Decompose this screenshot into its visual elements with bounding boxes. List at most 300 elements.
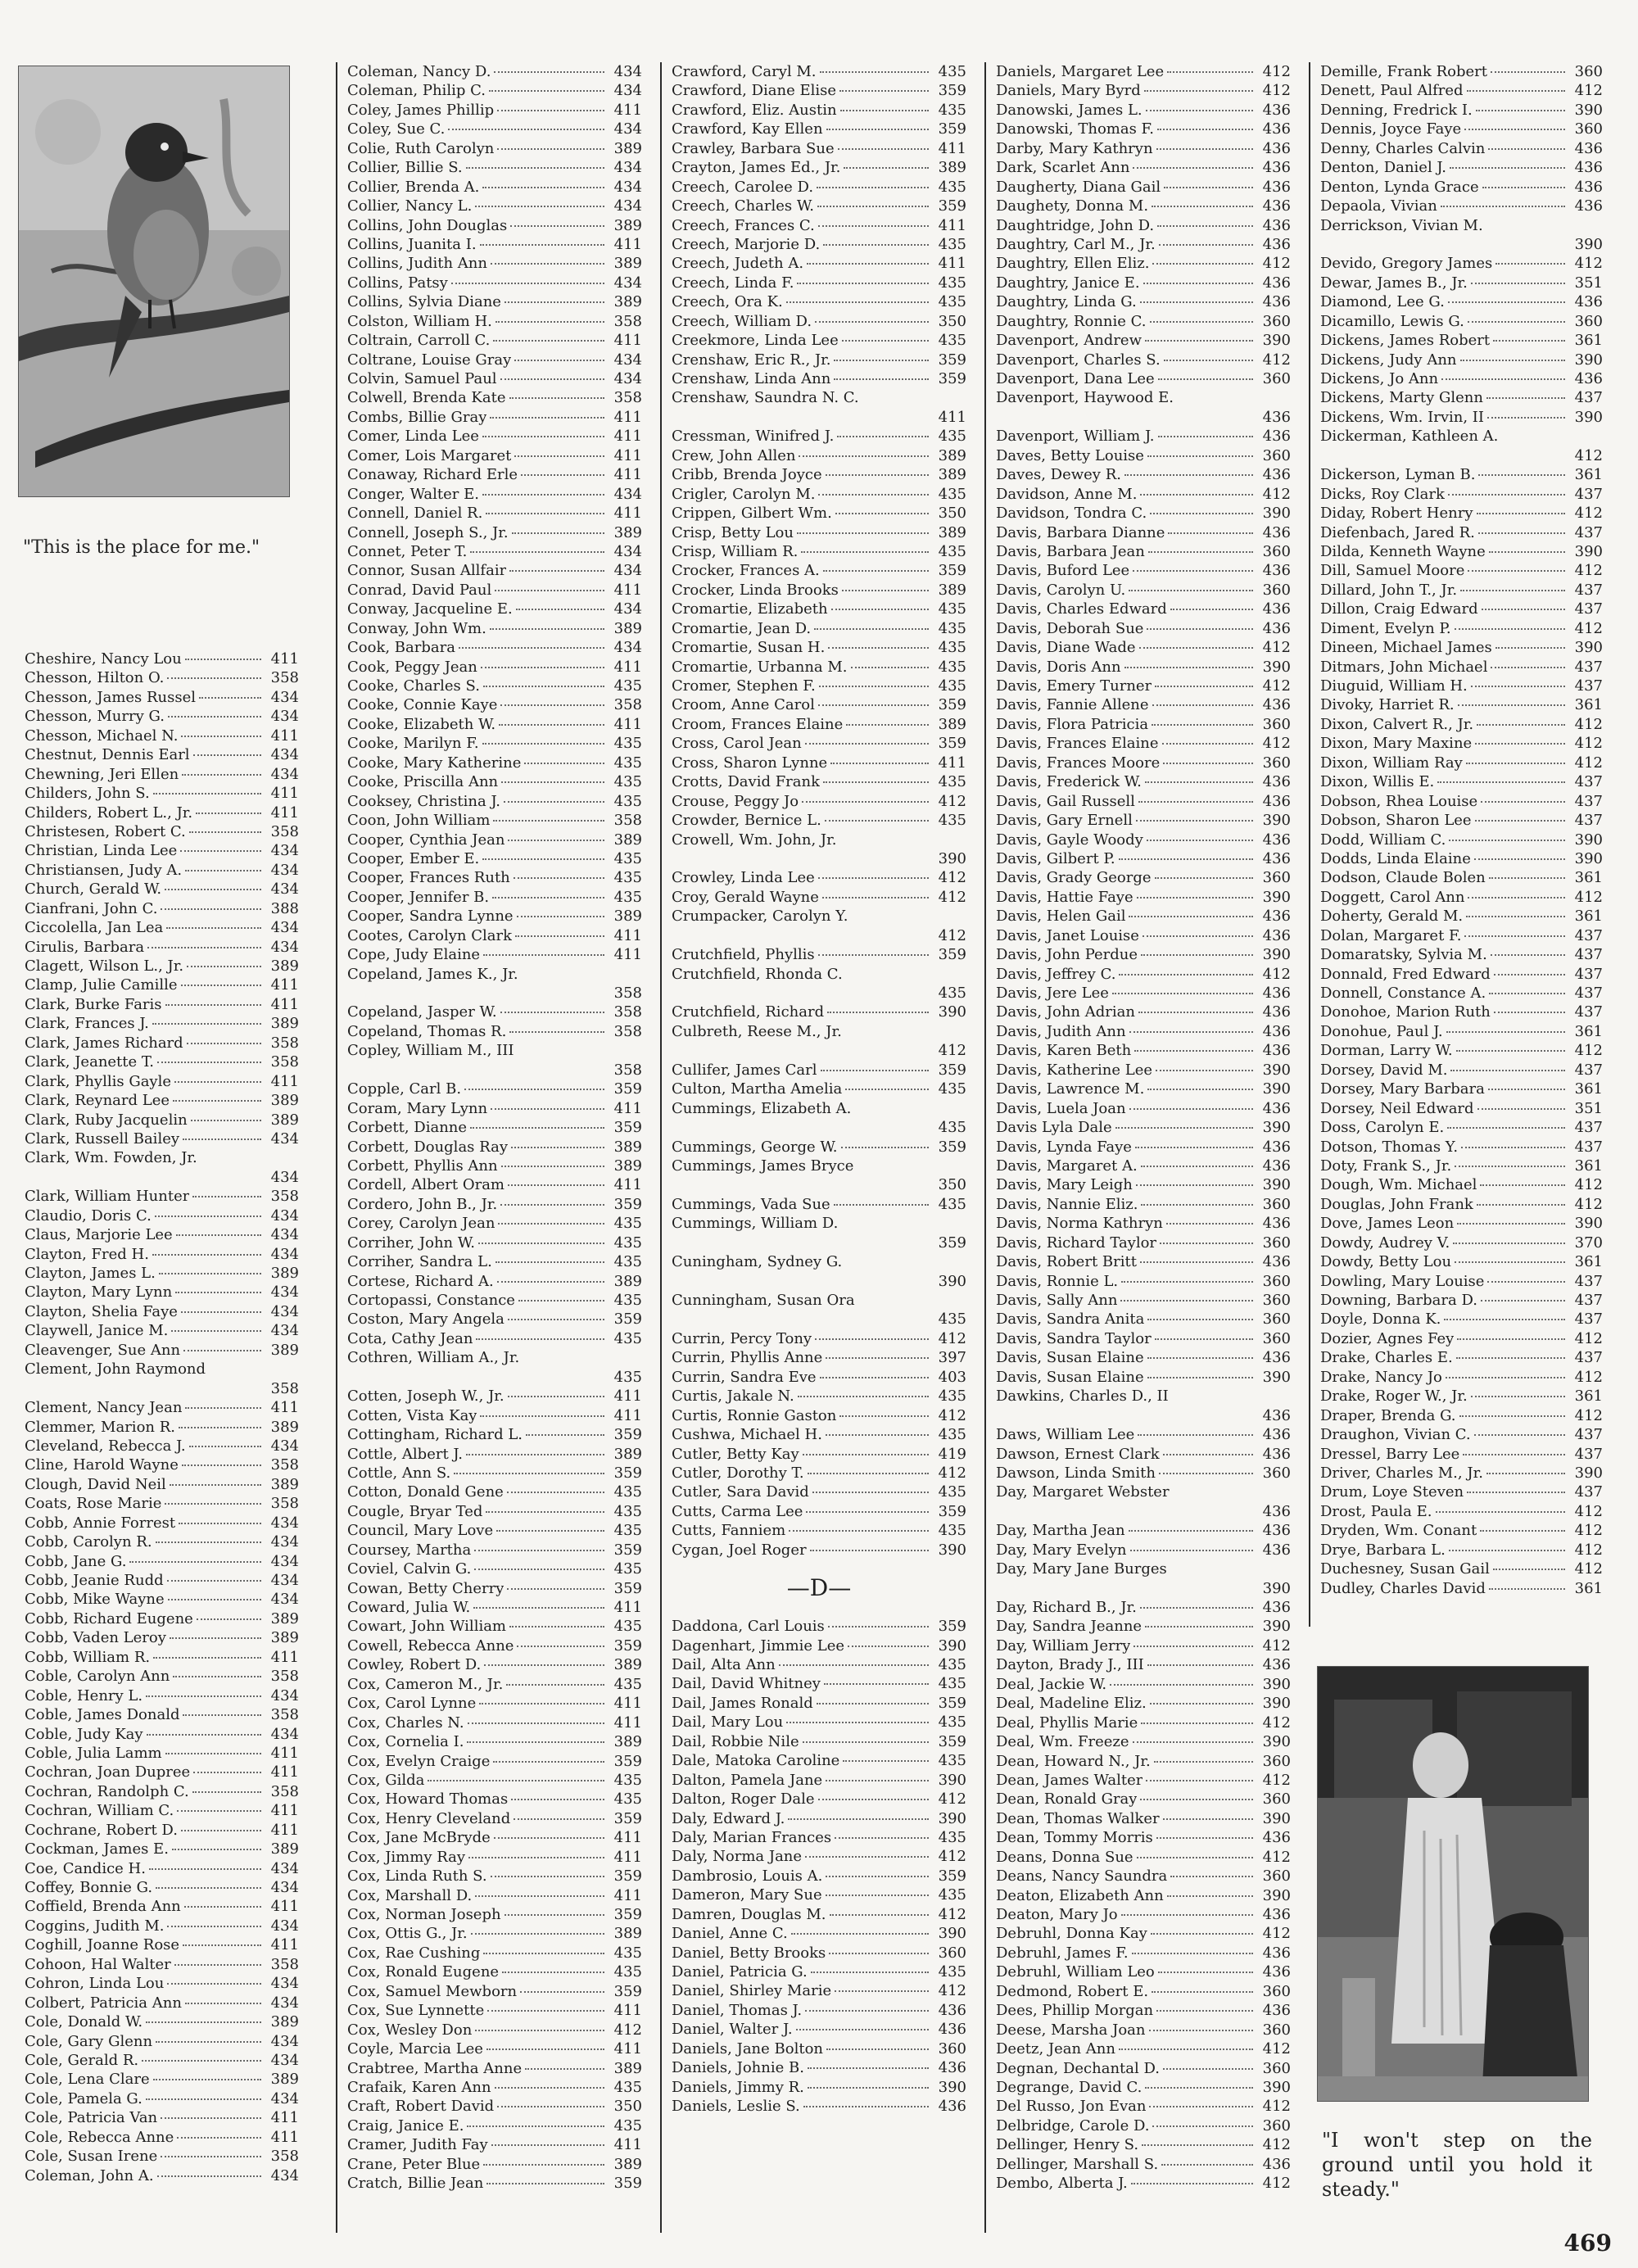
leader-dots [1157,225,1253,227]
index-entry [347,274,642,292]
leader-dots [174,1081,261,1083]
entry-page: 435 [938,1195,966,1213]
entry-name: Cockman, James E. [25,1840,169,1858]
entry-name: Drost, Paula E. [1320,1502,1432,1520]
entry-name: Dilda, Kenneth Wayne [1320,542,1486,560]
entry-page: 437 [1574,1483,1603,1501]
leader-dots [843,1760,929,1762]
entry-name: Cole, Rebecca Anne [25,2128,174,2146]
entry-name: Crutchfield, Richard [672,1003,825,1021]
leader-dots [1478,474,1565,476]
entry-page: 435 [613,1771,642,1789]
leader-dots [500,378,604,380]
entry-name: Duchesney, Susan Gail [1320,1560,1490,1578]
entry-page: 412 [1574,1406,1603,1424]
index-entry [672,715,966,734]
entry-page: 412 [938,1329,966,1347]
entry-page: 411 [270,804,299,822]
leader-dots [1119,858,1253,860]
entry-name: Coleman, Nancy D. [347,63,491,80]
entry-name: Cotton, Donald Gene [347,1483,504,1501]
entry-page: 435 [613,1215,642,1233]
entry-page: 359 [613,1080,642,1098]
index-entry [672,1541,966,1560]
index-entry [1320,446,1603,465]
entry-name: Deaton, Mary Jo [996,1906,1118,1923]
leader-dots [801,551,929,553]
entry-name: Dark, Scarlet Ann [996,159,1130,177]
entry-page: 359 [938,562,966,580]
index-entry [25,1994,299,2012]
entry-page: 412 [613,2021,642,2039]
leader-dots [814,628,929,630]
index-entry [25,1532,299,1551]
index-entry [996,715,1291,734]
entry-name: Dail, Mary Lou [672,1713,784,1732]
index-entry [1320,581,1603,600]
entry-page: 351 [1574,1099,1603,1117]
entry-page: 411 [613,1176,642,1194]
leader-dots [1121,1914,1253,1916]
entry-page: 359 [938,1694,966,1712]
entry-page: 389 [613,1656,642,1674]
leader-dots [147,1734,261,1736]
leader-dots [1155,877,1253,879]
entry-name: Cohoon, Hal Walter [25,1955,171,1973]
entry-name: Chewning, Jeri Ellen [25,765,179,783]
entry-page: 436 [1262,1906,1291,1923]
leader-dots [185,659,261,660]
entry-page: 412 [938,792,966,810]
index-entry [672,581,966,600]
entry-name: Davis, Barbara Jean [996,542,1145,560]
entry-name: Daly, Marian Frances [672,1828,832,1846]
entry-page: 436 [1262,1522,1291,1540]
entry-page: 390 [1262,332,1291,350]
leader-dots [152,1254,261,1256]
entry-page: 360 [1574,120,1603,138]
leader-dots [1453,1243,1565,1244]
entry-page: 437 [1574,1292,1603,1309]
leader-dots [1152,206,1253,207]
entry-name: Cummings, James Bryce [672,1157,854,1175]
index-entry [25,707,299,726]
index-entry [672,312,966,331]
index-entry [996,1848,1291,1867]
entry-name: Diment, Evelyn P. [1320,619,1451,637]
entry-name: Coffield, Brenda Ann [25,1898,181,1916]
leader-dots [1159,1473,1253,1474]
entry-page: 434 [613,159,642,177]
entry-page: 436 [1262,1541,1291,1559]
entry-name: Collier, Nancy L. [347,197,473,215]
entry-page: 360 [1262,370,1291,387]
index-entry [347,1252,642,1271]
entry-name: Connell, Daniel R. [347,505,483,523]
entry-name: Clark, Russell Bailey [25,1129,180,1148]
leader-dots [1478,532,1565,534]
entry-page: 435 [613,1963,642,1981]
index-entry [1320,1003,1603,1021]
entry-page: 411 [270,1072,299,1090]
entry-page: 389 [613,908,642,926]
entry-name: Davis, Emery Turner [996,677,1152,695]
entry-name: Cook, Barbara [347,639,455,657]
leader-dots [1495,263,1565,265]
index-entry [996,888,1291,907]
leader-dots [185,870,261,871]
entry-page: 434 [270,1129,299,1148]
entry-name: Childers, Robert L., Jr. [25,804,193,822]
leader-dots [495,2087,604,2089]
entry-name: Connell, Joseph S., Jr. [347,523,509,541]
entry-page: 359 [613,1752,642,1770]
entry-page: 434 [270,1226,299,1244]
entry-name: Day, William Jerry [996,1636,1131,1655]
entry-page: 434 [270,1437,299,1455]
entry-page: 435 [938,293,966,311]
index-entry [25,1821,299,1840]
entry-page: 437 [1574,523,1603,541]
entry-name: Cochran, Randolph C. [25,1782,189,1800]
index-entry [672,2078,966,2097]
index-entry [996,1617,1291,1636]
index-entry [347,427,642,446]
index-entry [672,619,966,638]
entry-page: 390 [938,2078,966,2096]
leader-dots [818,954,929,956]
index-entry [996,965,1291,984]
leader-dots [505,301,604,303]
index-entry [25,1935,299,1954]
entry-page: 411 [613,1388,642,1406]
entry-name: Cribb, Brenda Joyce [672,466,822,484]
index-entry [1320,1118,1603,1137]
entry-page: 389 [270,2071,299,2089]
entry-name: Dickens, Jo Ann [1320,370,1439,387]
leader-dots [823,781,929,783]
entry-page: 436 [1262,1099,1291,1117]
entry-name: Cooke, Mary Katherine [347,754,522,772]
entry-name: Cratch, Billie Jean [347,2175,484,2193]
index-entry [347,1809,642,1828]
entry-page: 436 [1262,792,1291,810]
leader-dots [1115,1127,1253,1129]
index-entry [347,446,642,465]
index-entry [347,523,642,542]
index-entry [25,1648,299,1667]
index-entry [25,841,299,860]
entry-page: 436 [1262,1944,1291,1962]
index-entry [996,465,1291,484]
entry-page: 435 [613,888,642,906]
index-entry [672,1387,966,1406]
index-entry [1320,504,1603,523]
index-entry [25,1667,299,1686]
index-entry [672,868,966,887]
entry-page: 359 [613,1636,642,1655]
leader-dots [803,2106,929,2107]
leader-dots [1463,1454,1565,1455]
entry-name: Dickens, James Robert [1320,332,1491,350]
entry-page: 435 [613,1675,642,1693]
entry-name: Davis, Helen Gail [996,908,1126,926]
entry-page: 435 [613,1234,642,1252]
leader-dots [1124,667,1253,668]
entry-page: 359 [938,735,966,753]
leader-dots [779,1664,929,1666]
index-entry [25,1379,299,1398]
leader-dots [1455,628,1565,630]
entry-page: 389 [938,715,966,733]
entry-page: 360 [938,1944,966,1962]
entry-name: Dillon, Craig Edward [1320,600,1478,618]
entry-page: 435 [938,985,966,1002]
leader-dots [500,1012,604,1013]
leader-dots [1446,1377,1565,1378]
leader-dots [818,494,929,496]
entry-name: Damren, Douglas M. [672,1905,826,1923]
entry-page: 389 [613,1733,642,1751]
leader-dots [1167,71,1253,73]
entry-page: 434 [270,688,299,706]
leader-dots [839,1415,929,1417]
entry-name: Cross, Sharon Lynne [672,754,828,772]
index-entry [996,1425,1291,1444]
entry-name: Clement, Nancy Jean [25,1399,183,1417]
index-entry [25,880,299,899]
entry-page: 411 [938,255,966,273]
index-entry [347,1272,642,1291]
leader-dots [1145,2087,1253,2089]
index-entry [347,1022,642,1041]
entry-name: Chesson, James Russel [25,688,197,706]
index-entry [1320,427,1603,446]
leader-dots [840,110,929,111]
entry-name: Clark, Ruby Jacquelin [25,1111,188,1129]
entry-name: Cox, Jimmy Ray [347,1848,466,1866]
leader-dots [817,206,929,207]
entry-page: 359 [938,1867,966,1885]
entry-name: Daves, Betty Louise [996,446,1144,464]
entry-page: 436 [1262,197,1291,215]
entry-name: Dill, Samuel Moore [1320,562,1465,580]
entry-name: Cottingham, Richard L. [347,1426,523,1444]
entry-page: 389 [613,523,642,541]
index-entry [996,274,1291,292]
entry-page: 434 [270,1686,299,1704]
entry-page: 437 [1574,677,1603,695]
entry-page: 360 [1262,1311,1291,1329]
leader-dots [826,474,929,476]
entry-name: Ditmars, John Michael [1320,658,1488,676]
leader-dots [1495,647,1565,649]
entry-page: 411 [613,1713,642,1732]
entry-page: 435 [613,849,642,867]
leader-dots [497,2106,604,2107]
entry-name: Davis, Katherine Lee [996,1061,1153,1079]
entry-page: 359 [613,1809,642,1827]
leader-dots [808,2087,929,2089]
index-entry [25,1840,299,1858]
index-entry [996,1502,1291,1521]
entry-name: Crenshaw, Linda Ann [672,370,831,387]
entry-page: 434 [613,542,642,560]
entry-name: Dillard, John T., Jr. [1320,581,1458,599]
index-entry [1320,1061,1603,1080]
entry-name: Clamp, Julie Camille [25,976,178,994]
entry-name: Daniel, Thomas J. [672,2001,803,2019]
entry-name: Debruhl, William Leo [996,1963,1155,1981]
entry-page: 358 [270,1495,299,1513]
entry-name: Cowley, Robert D. [347,1656,482,1674]
entry-page: 436 [1262,1599,1291,1616]
entry-page: 436 [1262,1003,1291,1021]
leader-dots [161,2156,261,2157]
index-entry [672,1175,966,1194]
entry-page: 389 [270,1092,299,1110]
entry-name: Crisp, Betty Lou [672,523,794,541]
leader-dots [1161,2164,1253,2166]
entry-page: 412 [1574,1522,1603,1540]
entry-name: Day, Mary Evelyn [996,1541,1127,1559]
index-entry [25,1091,299,1110]
leader-dots [507,1492,604,1493]
entry-page: 358 [613,1003,642,1021]
entry-name: Conrad, David Paul [347,581,492,599]
entry-name: Crane, Peter Blue [347,2155,481,2173]
leader-dots [1149,2030,1254,2031]
index-entry [347,1099,642,1118]
index-entry [672,1521,966,1540]
index-entry [347,485,642,504]
entry-name: Coe, Candice H. [25,1859,146,1877]
index-entry [672,388,966,407]
entry-page: 389 [613,619,642,637]
entry-name: Deetz, Jean Ann [996,2040,1115,2058]
entry-page: 435 [938,1388,966,1406]
entry-name: Dove, James Leon [1320,1215,1455,1233]
leader-dots [826,129,929,130]
entry-name: Daddona, Carl Louis [672,1618,825,1636]
index-entry [25,1974,299,1993]
entry-page: 388 [270,899,299,917]
entry-name: Cortese, Richard A. [347,1272,494,1290]
leader-dots [1487,1281,1565,1283]
entry-page: 435 [938,542,966,560]
index-entry [672,1368,966,1387]
entry-page: 436 [1262,1445,1291,1463]
leader-dots [834,1204,929,1206]
entry-page: 435 [613,1483,642,1501]
entry-name: Cox, Charles N. [347,1713,464,1732]
leader-dots [1489,1588,1565,1590]
index-entry [996,1675,1291,1694]
leader-dots [175,1292,261,1293]
entry-page: 437 [1574,1311,1603,1329]
leader-dots [789,1530,929,1532]
index-entry [996,101,1291,120]
index-entry [25,804,299,822]
entry-page: 435 [938,1483,966,1501]
index-entry [672,734,966,753]
index-entry [347,695,642,714]
entry-name: Davenport, Andrew [996,332,1142,350]
index-entry [25,1571,299,1590]
index-entry [347,1636,642,1655]
index-entry [996,1099,1291,1118]
index-entry [347,1387,642,1406]
entry-page: 412 [1262,1636,1291,1655]
entry-name: Cox, Ottis G., Jr. [347,1925,468,1943]
entry-page: 359 [613,1311,642,1329]
index-entry [672,1636,966,1655]
entry-page: 434 [613,197,642,215]
entry-page: 434 [270,1322,299,1340]
entry-name: Cunningham, Susan Ora [672,1292,855,1309]
leader-dots [1148,551,1253,553]
entry-name: Craft, Robert David [347,2098,495,2116]
entry-name: Coghill, Joanne Rose [25,1936,180,1954]
entry-name: Christiansen, Judy A. [25,861,183,879]
entry-name: Colbert, Patricia Ann [25,1994,182,2012]
entry-page: 359 [938,197,966,215]
leader-dots [493,820,604,822]
entry-name: Cochran, William C. [25,1802,174,1820]
entry-page: 436 [1262,1138,1291,1156]
index-entry [672,1310,966,1329]
index-entry [25,2012,299,2031]
entry-page: 436 [1262,293,1291,311]
index-entry [347,1732,642,1751]
index-entry [347,62,642,81]
entry-name: Dixon, Willis E. [1320,773,1435,791]
entry-name: Colwell, Brenda Kate [347,389,506,407]
entry-page: 437 [1574,946,1603,964]
leader-dots [509,1031,604,1033]
entry-page: 412 [1574,255,1603,273]
leader-dots [157,1062,261,1063]
index-entry [1320,1329,1603,1348]
index-entry [672,120,966,138]
leader-dots [1133,1646,1253,1647]
entry-name: Cooke, Charles S. [347,677,480,695]
index-entry [996,1157,1291,1175]
entry-name: Davis, Hattie Faye [996,888,1133,906]
entry-page: 436 [1262,849,1291,867]
entry-page: 434 [270,1917,299,1935]
entry-name: Dawkins, Charles D., II [996,1388,1169,1406]
entry-name: Daves, Dewey R. [996,466,1121,484]
entry-name: Cooke, Priscilla Ann [347,773,499,791]
leader-dots [514,1818,604,1820]
leader-dots [1489,551,1565,553]
index-entry [672,1406,966,1425]
entry-name: Crowell, Wm. John, Jr. [672,831,837,849]
index-entry [25,1725,299,1744]
leader-dots [508,1319,604,1320]
entry-page: 359 [613,1867,642,1885]
entry-name: Coleman, Philip C. [347,82,486,100]
entry-name: Coyle, Marcia Lee [347,2040,483,2058]
entry-page: 390 [1262,946,1291,964]
entry-page: 437 [1574,600,1603,618]
entry-name: Denett, Paul Alfred [1320,82,1464,100]
entry-name: Dineen, Michael James [1320,639,1492,657]
index-entry [347,1310,642,1329]
index-entry [25,995,299,1014]
index-entry [1320,1541,1603,1560]
